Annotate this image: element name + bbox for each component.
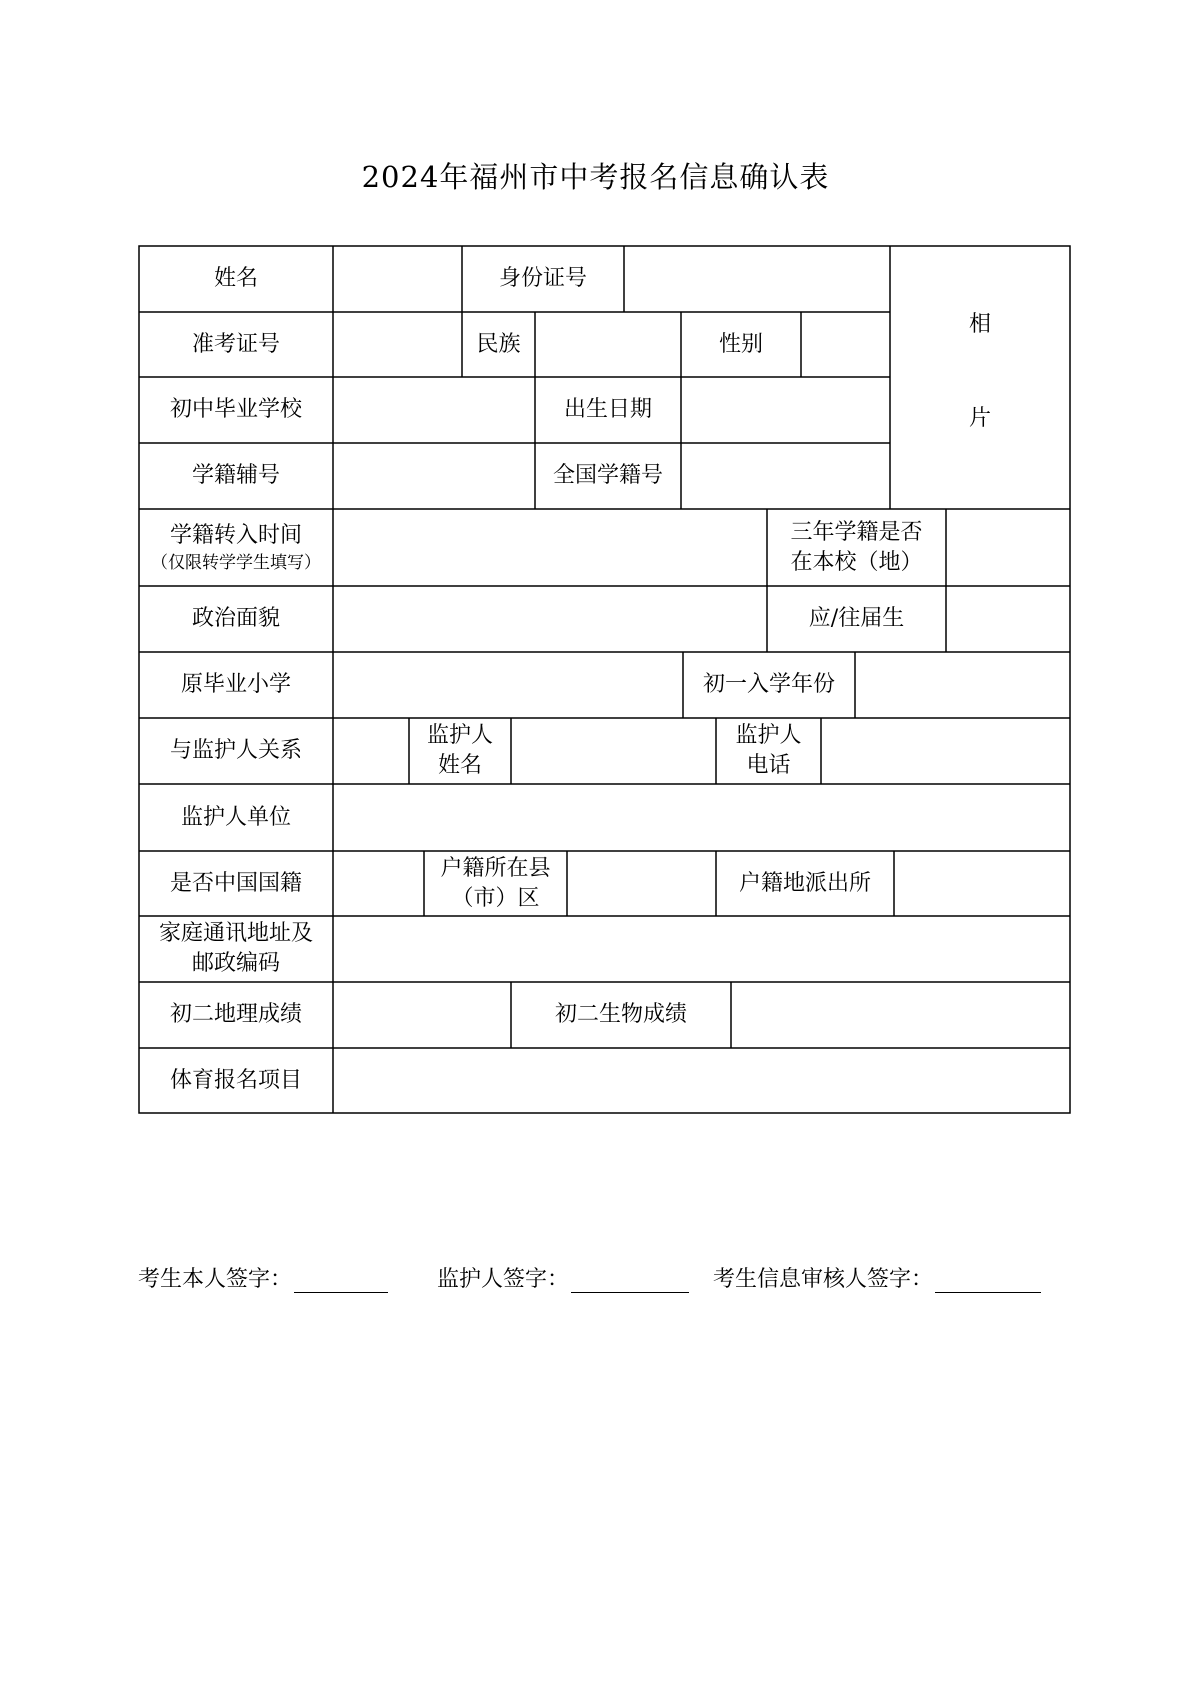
- field-ethnicity[interactable]: [535, 312, 681, 377]
- label-household-county: [424, 851, 567, 916]
- transfer-note-text: （仅限转学学生填写）: [151, 552, 321, 573]
- field-household-police[interactable]: [894, 851, 1070, 916]
- field-guardian-name[interactable]: [511, 718, 716, 784]
- guardian-name-line-1: 监护人: [426, 723, 493, 748]
- label-chinese-nationality: 是否中国国籍: [169, 870, 302, 896]
- household-county-line-2: （市）区: [451, 885, 540, 911]
- photo-label-1: 相: [968, 312, 991, 337]
- label-fresh-or-previous: 应/往届生: [808, 606, 905, 631]
- field-aux-student-number[interactable]: [333, 443, 535, 509]
- field-name[interactable]: [333, 246, 462, 312]
- household-county-line-1: 户籍所在县: [440, 855, 551, 881]
- label-household-police: 户籍地派出所: [738, 870, 871, 896]
- field-national-student-number[interactable]: [681, 443, 890, 509]
- signature-reviewer-line[interactable]: [935, 1270, 1041, 1293]
- label-grade8-geography: 初二地理成绩: [169, 1002, 302, 1027]
- field-junior-school[interactable]: [333, 377, 535, 443]
- field-birth-date[interactable]: [681, 377, 890, 443]
- field-primary-school[interactable]: [333, 652, 683, 718]
- label-gender: 性别: [718, 331, 763, 357]
- signature-guardian-label: 监护人签字：: [437, 1267, 570, 1292]
- label-three-years-local: [767, 509, 946, 586]
- guardian-name-line-2: 姓名: [437, 753, 482, 778]
- signature-student: [138, 1262, 388, 1293]
- guardian-phone-line-1: 监护人: [735, 723, 802, 748]
- label-exam-number: 准考证号: [191, 331, 280, 357]
- transfer-time-text: 学籍转入时间: [169, 522, 302, 548]
- field-three-years-local[interactable]: [946, 509, 1070, 586]
- signature-student-label: 考生本人签字：: [138, 1267, 293, 1292]
- field-fresh-or-previous[interactable]: [946, 586, 1070, 652]
- field-id-number[interactable]: [624, 246, 890, 312]
- signature-reviewer: [713, 1262, 1041, 1293]
- signature-student-line[interactable]: [294, 1270, 388, 1293]
- label-primary-school: 原毕业小学: [180, 672, 291, 697]
- field-gender[interactable]: [801, 312, 890, 377]
- field-grade7-enroll-year[interactable]: [855, 652, 1070, 718]
- label-guardian-phone: [716, 718, 821, 784]
- label-guardian-name: [409, 718, 511, 784]
- field-exam-number[interactable]: [333, 312, 462, 377]
- three-years-local-line-1: 三年学籍是否: [790, 519, 923, 545]
- label-address: [139, 916, 333, 982]
- address-line-1: 家庭通讯地址及: [158, 921, 313, 946]
- field-address[interactable]: [333, 916, 1070, 982]
- label-junior-school: 初中毕业学校: [169, 397, 302, 422]
- label-national-student-number: 全国学籍号: [552, 463, 663, 488]
- three-years-local-line-2: 在本校（地）: [790, 549, 923, 575]
- guardian-phone-line-2: 电话: [746, 753, 791, 778]
- field-grade8-biology[interactable]: [731, 982, 1070, 1048]
- field-grade8-geography[interactable]: [333, 982, 511, 1048]
- photo-label-2: 片: [968, 406, 991, 431]
- label-grade8-biology: 初二生物成绩: [554, 1002, 687, 1027]
- field-chinese-nationality[interactable]: [333, 851, 424, 916]
- label-aux-student-number: 学籍辅号: [191, 463, 280, 488]
- field-guardian-employer[interactable]: [333, 784, 1070, 851]
- label-guardian-relation: 与监护人关系: [169, 738, 302, 763]
- photo-box[interactable]: [890, 246, 1070, 509]
- label-id-number: 身份证号: [498, 266, 587, 291]
- label-transfer-time: [139, 509, 333, 586]
- label-political-status: 政治面貌: [191, 606, 280, 631]
- label-name: 姓名: [213, 266, 258, 291]
- field-guardian-phone[interactable]: [821, 718, 1070, 784]
- signature-guardian: [437, 1262, 689, 1293]
- page-title: 2024年福州市中考报名信息确认表: [361, 160, 830, 194]
- field-household-county[interactable]: [567, 851, 716, 916]
- label-guardian-employer: 监护人单位: [180, 804, 291, 830]
- field-political-status[interactable]: [333, 586, 767, 652]
- field-pe-items[interactable]: [333, 1048, 1070, 1113]
- label-ethnicity: 民族: [476, 331, 521, 357]
- signature-guardian-line[interactable]: [571, 1270, 689, 1293]
- label-grade7-enroll-year: 初一入学年份: [702, 672, 835, 697]
- label-pe-items: 体育报名项目: [169, 1067, 302, 1093]
- field-guardian-relation[interactable]: [333, 718, 409, 784]
- field-transfer-time[interactable]: [333, 509, 767, 586]
- address-line-2: 邮政编码: [191, 951, 280, 976]
- label-birth-date: 出生日期: [563, 397, 652, 422]
- signature-reviewer-label: 考生信息审核人签字：: [713, 1267, 934, 1292]
